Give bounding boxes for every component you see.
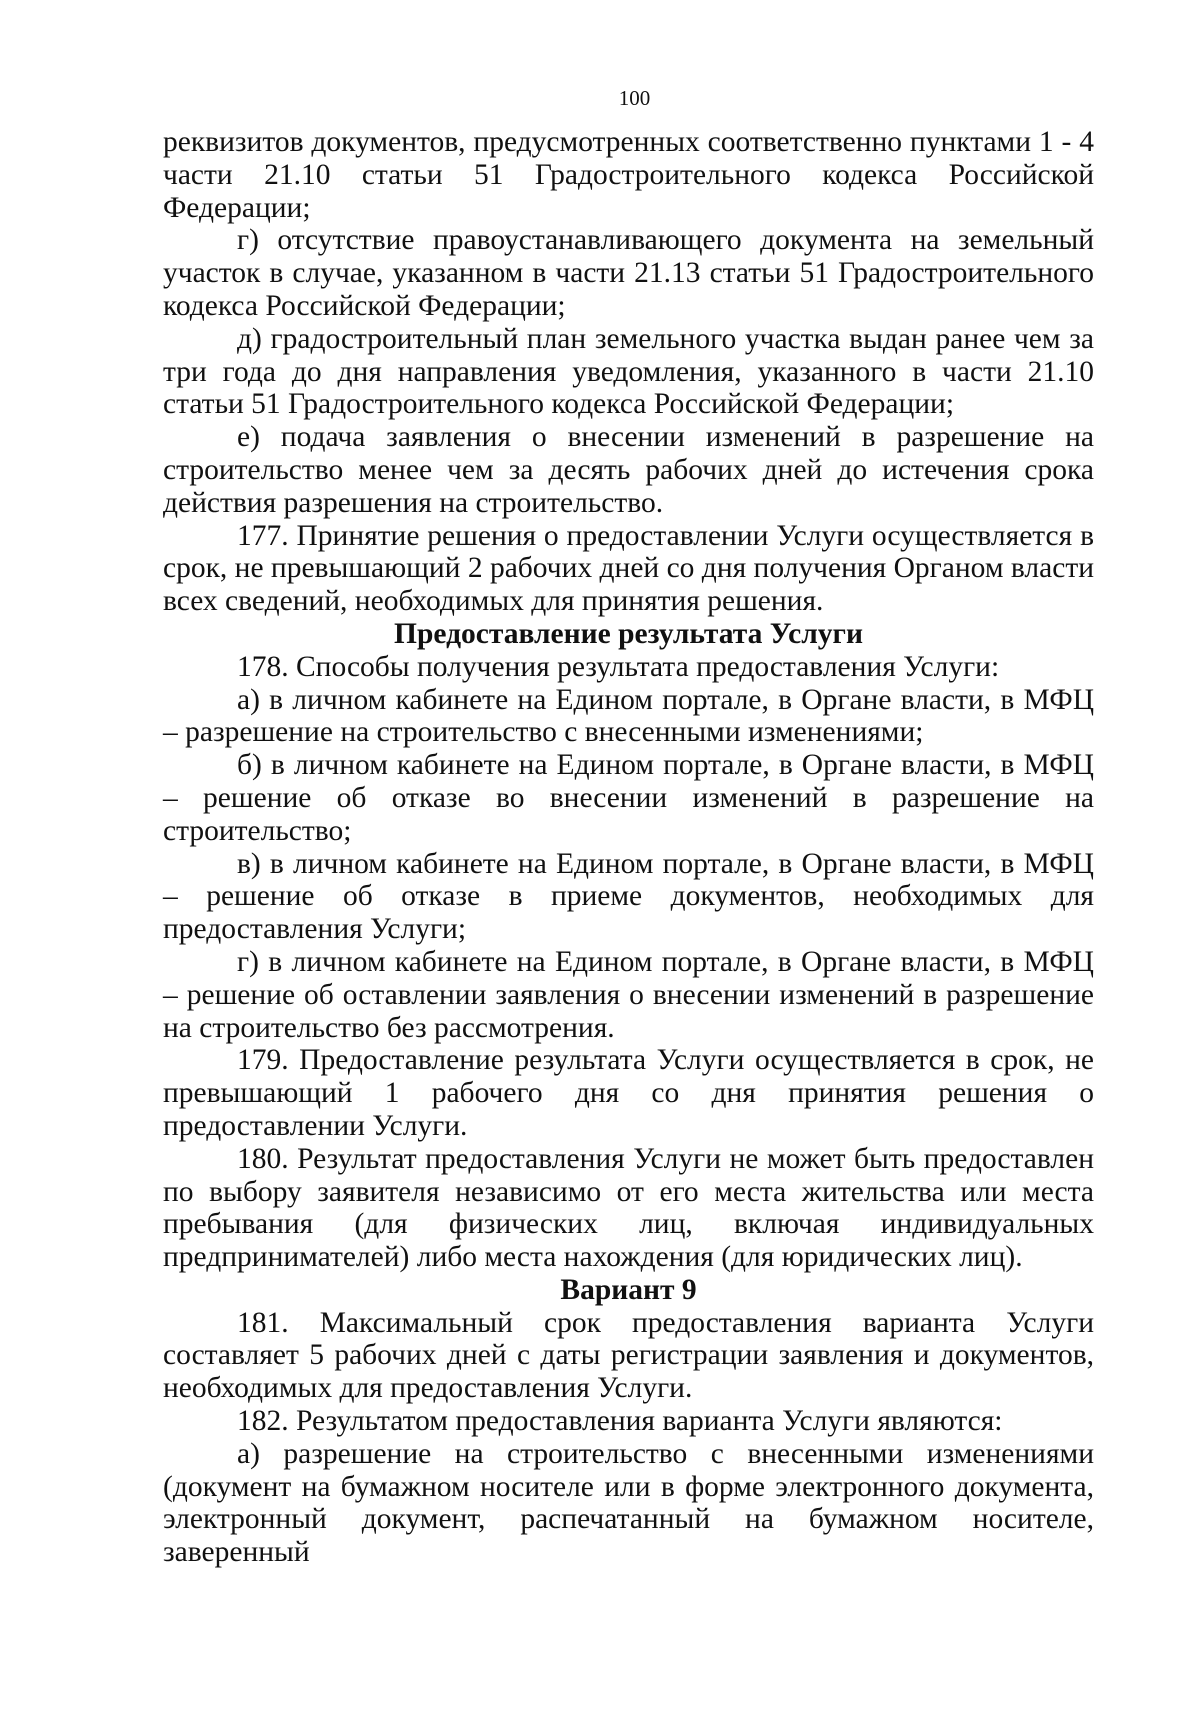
paragraph: реквизитов документов, предусмотренных соответственно пунктами 1 - 4 части 21.10 статьи 51 Градостроительного кодекса Российской Федерации;	[163, 126, 1094, 224]
paragraph: 182. Результатом предоставления варианта Услуги являются:	[237, 1405, 1003, 1438]
paragraph: 178. Способы получения результата предоставления Услуги:	[237, 650, 1000, 683]
page-number: 100	[618, 86, 651, 110]
document-body	[163, 126, 1094, 1569]
paragraph: б) в личном кабинете на Едином портале, в Органе власти, в МФЦ – решение об отказе во внесении изменений в разрешение на строительство;	[163, 749, 1094, 847]
paragraph: а) в личном кабинете на Едином портале, в Органе власти, в МФЦ – разрешение на строительство с внесенными изменениями;	[163, 683, 1094, 749]
paragraph: 180. Результат предоставления Услуги не может быть предоставлен по выбору заявителя независимо от его места жительства или места пребывания (для физических лиц, включая индивидуальных предпринимателей) либо места нахождения (для юридических лиц).	[163, 1142, 1094, 1274]
paragraph: д) градостроительный план земельного участка выдан ранее чем за три года до дня направления уведомления, указанного в части 21.10 статьи 51 Градостроительного кодекса Российской Федерации;	[163, 322, 1094, 421]
paragraph: г) отсутствие правоустанавливающего документа на земельный участок в случае, указанном в части 21.13 статьи 51 Градостроительного кодекса Российской Федерации;	[163, 224, 1094, 322]
paragraph: в) в личном кабинете на Едином портале, в Органе власти, в МФЦ – решение об отказе в приеме документов, необходимых для предоставления Услуги;	[163, 847, 1094, 946]
paragraph: е) подача заявления о внесении изменений в разрешение на строительство менее чем за десять рабочих дней до истечения срока действия разрешения на строительство.	[163, 421, 1094, 519]
paragraph: 177. Принятие решения о предоставлении Услуги осуществляется в срок, не превышающий 2 рабочих дней со дня получения Органом власти всех сведений, необходимых для принятия решения.	[163, 519, 1095, 618]
section-heading: Предоставление результата Услуги	[394, 617, 863, 650]
paragraph: а) разрешение на строительство с внесенными изменениями (документ на бумажном носителе или в форме электронного документа, электронный документ, распечатанный на бумажном носителе, заверенный	[163, 1437, 1094, 1569]
section-heading: Вариант 9	[560, 1273, 697, 1306]
paragraph: г) в личном кабинете на Едином портале, в Органе власти, в МФЦ – решение об оставлении заявления о внесении изменений в разрешение на строительство без рассмотрения.	[163, 945, 1094, 1044]
paragraph: 179. Предоставление результата Услуги осуществляется в срок, не превышающий 1 рабочего дня со дня принятия решения о предоставлении Услуги.	[163, 1044, 1094, 1142]
paragraph: 181. Максимальный срок предоставления варианта Услуги составляет 5 рабочих дней с даты регистрации заявления и документов, необходимых для предоставления Услуги.	[163, 1306, 1094, 1405]
